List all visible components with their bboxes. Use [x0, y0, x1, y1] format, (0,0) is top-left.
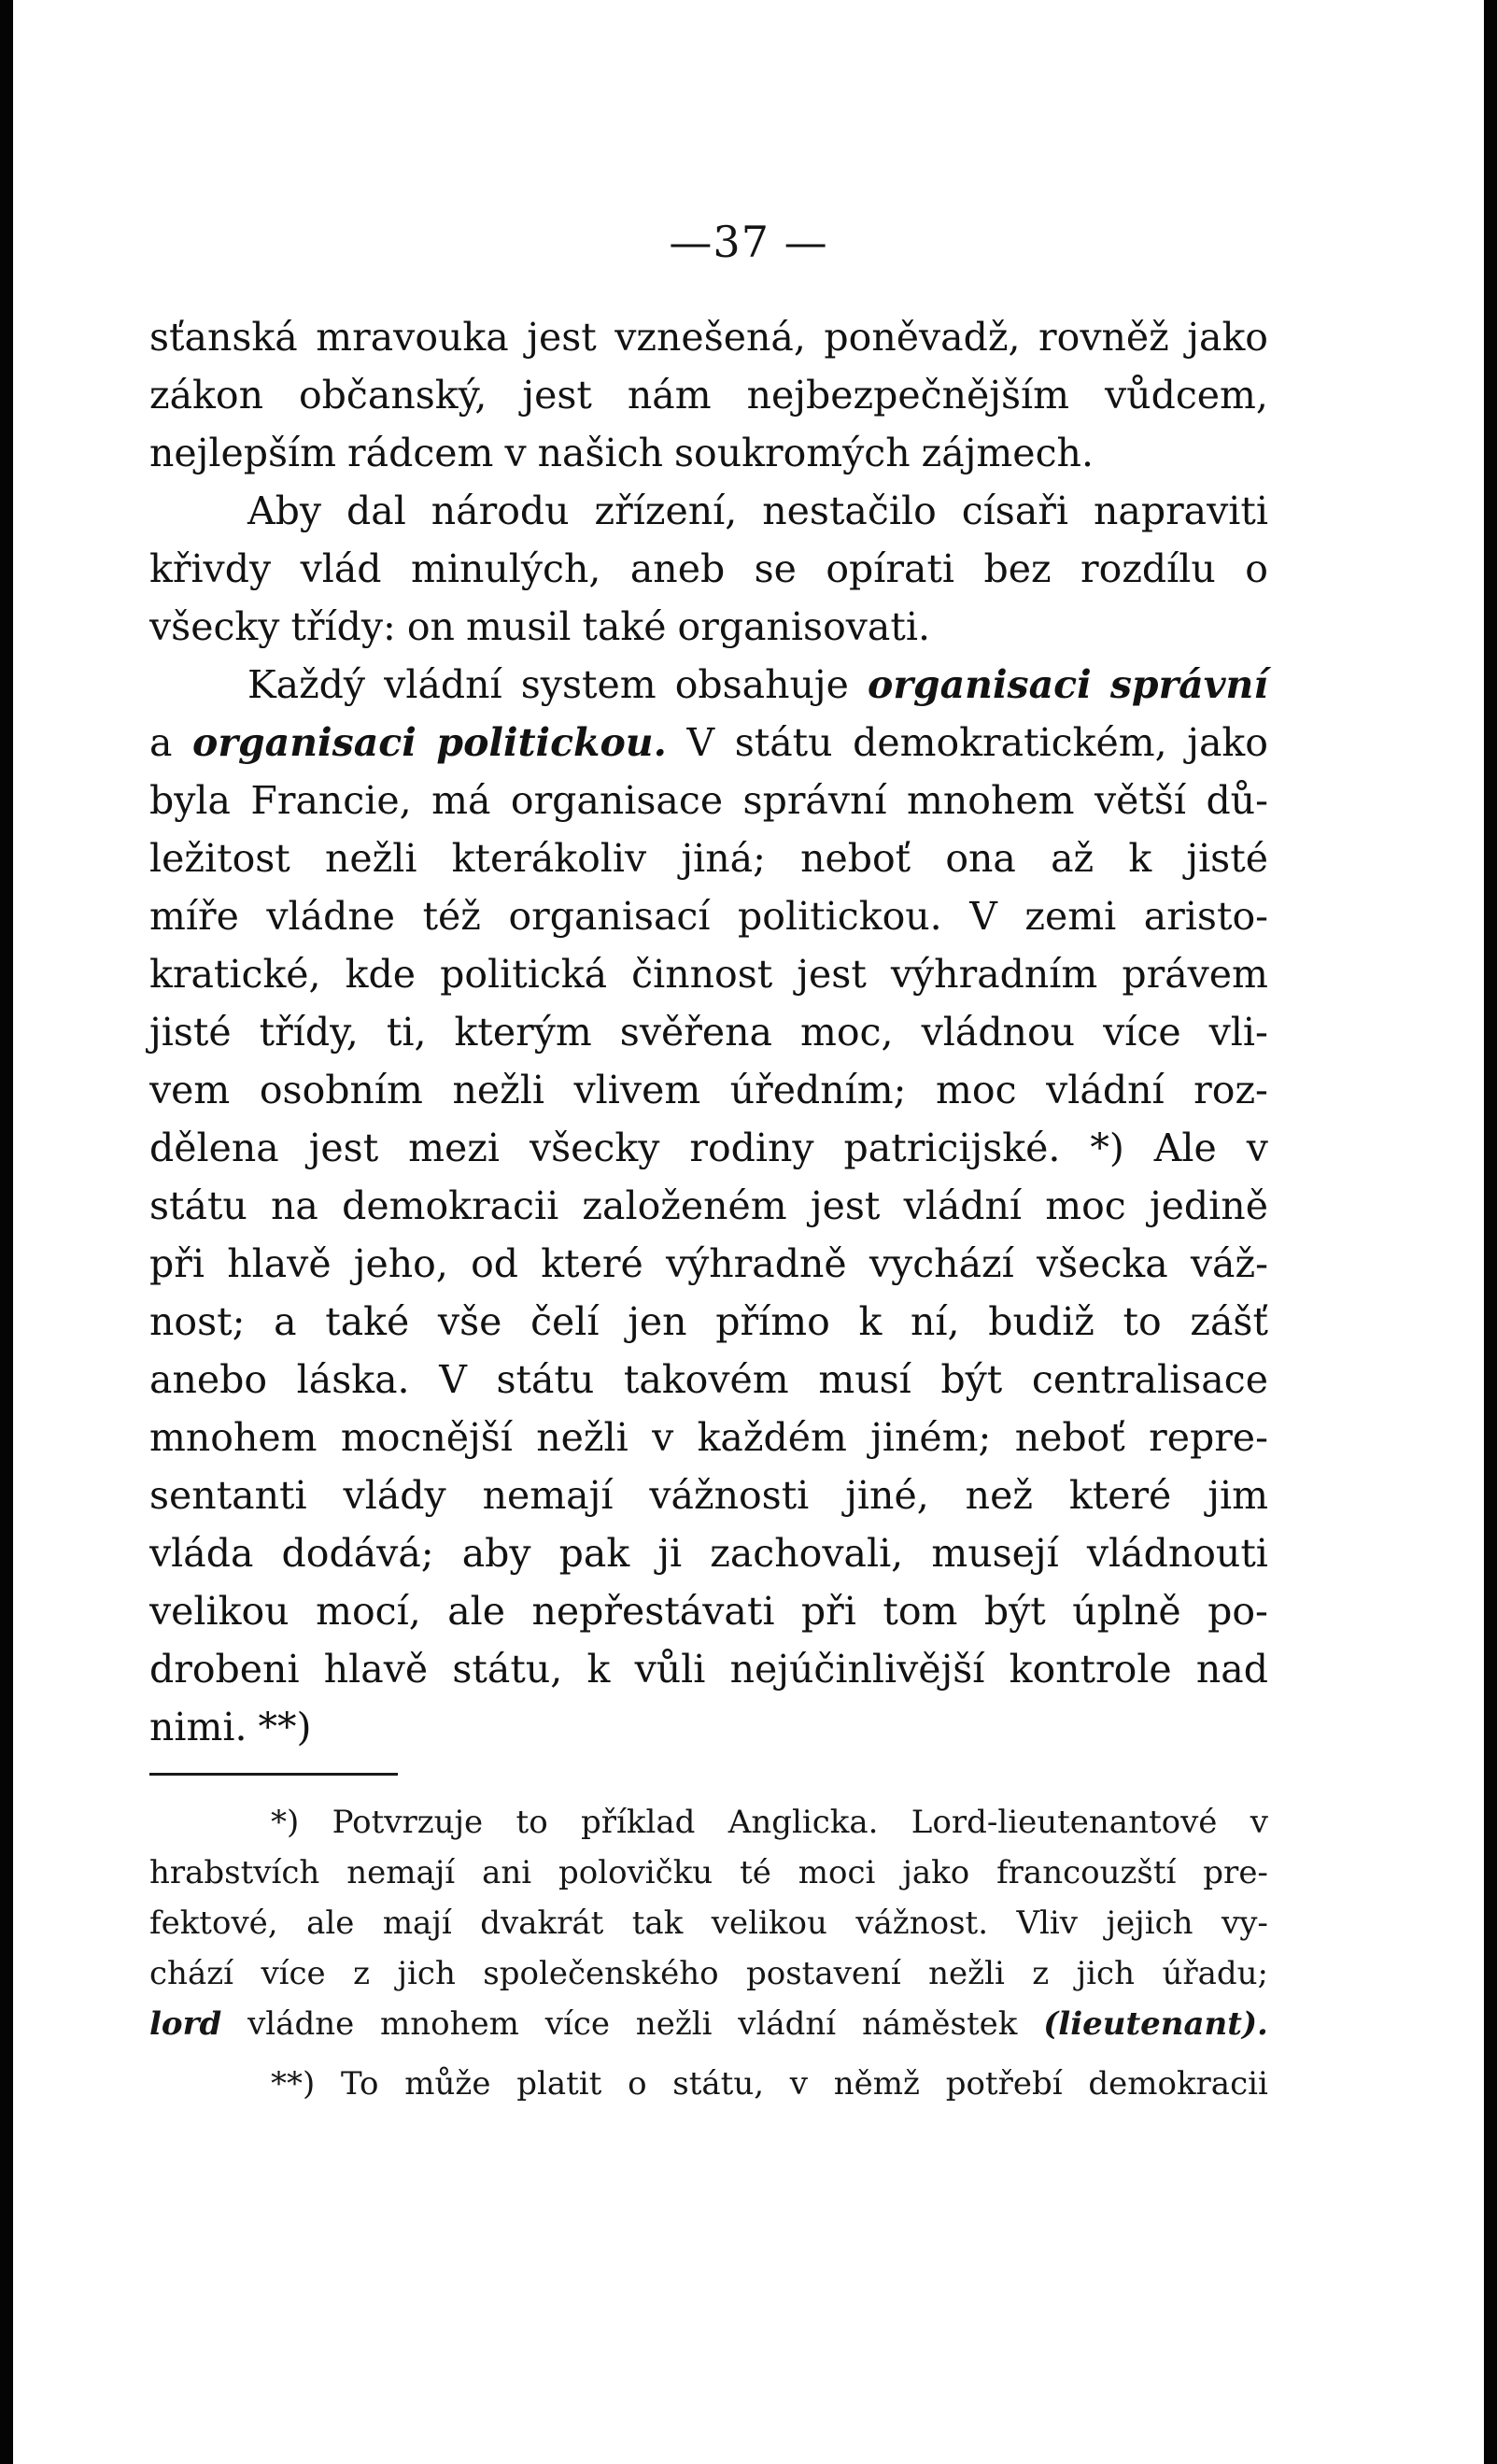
word: musí: [818, 1357, 911, 1402]
word: takovém: [623, 1357, 789, 1402]
word: svěřena: [619, 1010, 772, 1055]
word: drobeni: [149, 1647, 300, 1692]
word: úředním;: [729, 1068, 907, 1112]
footnote-word: úřadu;: [1162, 1955, 1268, 1992]
word: ti,: [386, 1010, 427, 1055]
footnote-word: vy-: [1222, 1905, 1268, 1942]
footnote-line: [149, 1797, 1268, 1848]
word: ní,: [910, 1299, 960, 1344]
word: politickou.: [436, 720, 667, 765]
footnote-word: polovičku: [558, 1854, 713, 1891]
word: císaři: [961, 489, 1069, 533]
word: musejí: [931, 1531, 1059, 1576]
footnote-word: příklad: [581, 1804, 696, 1841]
word: napraviti: [1093, 489, 1268, 533]
word: moc,: [800, 1010, 894, 1055]
word: státu,: [452, 1647, 563, 1692]
word: nežli: [452, 1068, 544, 1112]
word: které: [541, 1241, 643, 1286]
footnote-word: jich: [397, 1955, 456, 1992]
word: mocnější: [340, 1415, 513, 1460]
word: nimi.: [149, 1705, 247, 1749]
word: výhradně: [665, 1241, 847, 1286]
word: jest: [527, 315, 597, 360]
word: národu: [431, 489, 570, 533]
word: všecky: [529, 1126, 660, 1170]
text-line: [149, 540, 1268, 598]
word: jest: [308, 1126, 379, 1170]
word: politickou.: [738, 894, 942, 939]
footnote-word: moci: [798, 1854, 876, 1891]
footnote-word: společenského: [483, 1955, 719, 1992]
word: při: [149, 1241, 205, 1286]
word: také: [582, 604, 667, 649]
word: větší: [1094, 778, 1186, 823]
footnote-word: ani: [482, 1854, 532, 1891]
footnote-word: státu,: [672, 2065, 765, 2103]
word: k: [586, 1647, 611, 1692]
word: než: [965, 1473, 1033, 1518]
word: opírati: [826, 546, 955, 591]
word: tom: [883, 1589, 958, 1634]
word: kratické,: [149, 952, 321, 997]
word: být: [983, 1589, 1046, 1634]
word: v: [1246, 1126, 1268, 1170]
text-line: [149, 656, 1268, 714]
word: zášť: [1190, 1299, 1268, 1344]
word: vznešená,: [614, 315, 806, 360]
footnote-word: němž: [833, 2065, 920, 2103]
word: moc: [1045, 1183, 1126, 1228]
word: Ale: [1153, 1126, 1217, 1170]
footnote-line: [149, 1848, 1268, 1898]
text-line: [149, 1640, 1268, 1698]
word: nežli: [536, 1415, 628, 1460]
footnote-word: lord: [149, 2005, 222, 2043]
word: k: [858, 1299, 883, 1344]
footnote-word: To: [341, 2065, 379, 2103]
word: nemají: [482, 1473, 614, 1518]
word: jen: [628, 1299, 687, 1344]
word: osobním: [259, 1068, 423, 1112]
word: zřízení,: [594, 489, 738, 533]
word: vli-: [1208, 1010, 1268, 1055]
word: ona: [945, 836, 1016, 881]
footnote-word: potřebí: [945, 2065, 1063, 2103]
word: Francie,: [250, 778, 412, 823]
footnote-word: nežli: [928, 1955, 1005, 1992]
footnote-word: chází: [149, 1955, 233, 1992]
word: vážnosti: [649, 1473, 810, 1518]
word: na: [271, 1183, 318, 1228]
word: nejbezpečnějším: [746, 373, 1069, 418]
word: anebo: [149, 1357, 268, 1402]
footnote-word: jejich: [1106, 1905, 1193, 1942]
footnote-line: [149, 2059, 1268, 2109]
word: dělena: [149, 1126, 279, 1170]
word: založeném: [582, 1183, 787, 1228]
word: organisací: [508, 894, 711, 939]
word: organisaci: [867, 662, 1092, 707]
text-line: [149, 308, 1268, 366]
footnote-word: jako: [902, 1854, 970, 1891]
footnote-word: náměstek: [862, 2005, 1018, 2043]
word: hlavě: [227, 1241, 332, 1286]
word: více: [1103, 1010, 1181, 1055]
word: vůli: [634, 1647, 706, 1692]
word: ležitost: [149, 836, 290, 881]
word: neboť: [800, 836, 911, 881]
word: nestačilo: [762, 489, 937, 533]
word: jisté: [1186, 836, 1268, 881]
footnote-divider: [149, 1773, 398, 1776]
word: právem: [1122, 952, 1268, 997]
word: o: [1245, 546, 1268, 591]
text-line: [149, 1177, 1268, 1235]
text-line: [149, 714, 1268, 772]
word: čelí: [530, 1299, 600, 1344]
word: ji: [657, 1531, 683, 1576]
footnotes: [149, 1797, 1268, 2109]
word: nad: [1195, 1647, 1268, 1692]
word: jiná;: [681, 836, 766, 881]
word: kterákoliv: [451, 836, 647, 881]
word: všecky: [149, 604, 280, 649]
text-line: [149, 1466, 1268, 1524]
text-line: [149, 1003, 1268, 1061]
word: on: [406, 604, 455, 649]
word: státu: [734, 720, 833, 765]
word: jisté: [149, 1010, 232, 1055]
word: jest: [810, 1183, 881, 1228]
word: vládne: [266, 894, 396, 939]
word: jiné,: [845, 1473, 929, 1518]
footnote-word: *): [271, 1804, 300, 1841]
word: k: [1128, 836, 1152, 881]
word: soukromých: [674, 431, 911, 475]
footnote-word: (lieutenant).: [1043, 2005, 1268, 2043]
word: mocí,: [316, 1589, 421, 1634]
word: rovněž: [1038, 315, 1169, 360]
footnote-word: jich: [1076, 1955, 1135, 1992]
word: organisovati.: [677, 604, 930, 649]
word: být: [940, 1357, 1003, 1402]
footnote-word: té: [740, 1854, 771, 1891]
word: vláda: [149, 1531, 254, 1576]
word: vládní: [903, 1183, 1023, 1228]
word: patricijské.: [843, 1126, 1061, 1170]
word: křivdy: [149, 546, 272, 591]
word: občanský,: [298, 373, 487, 418]
text-line: [149, 772, 1268, 829]
footnote-word: to: [515, 1804, 548, 1841]
word: V: [969, 894, 997, 939]
text-line: [149, 1409, 1268, 1466]
word: centralisace: [1031, 1357, 1268, 1402]
footnote-word: Potvrzuje: [332, 1804, 484, 1841]
footnote-word: velikou: [711, 1905, 827, 1942]
word: velikou: [149, 1589, 290, 1634]
text-line: [149, 1061, 1268, 1119]
word: sťanská: [149, 315, 298, 360]
word: aneb: [629, 546, 726, 591]
word: správní: [1109, 662, 1268, 707]
word: v: [652, 1415, 674, 1460]
word: ale: [447, 1589, 506, 1634]
word: mnohem: [149, 1415, 318, 1460]
word: každém: [697, 1415, 847, 1460]
word: vládní: [384, 662, 502, 707]
word: Každý: [247, 662, 366, 707]
word: pak: [558, 1531, 630, 1576]
word: demokratickém,: [853, 720, 1167, 765]
word: mravouka: [316, 315, 509, 360]
footnote-word: tak: [631, 1905, 684, 1942]
word: musil: [465, 604, 572, 649]
word: činnost: [631, 952, 773, 997]
page-number: —37 —: [669, 217, 828, 267]
word: mezi: [408, 1126, 501, 1170]
footnote-word: **): [271, 2065, 316, 2103]
footnote-word: z: [353, 1955, 371, 1992]
word: láska.: [296, 1357, 410, 1402]
word: též: [422, 894, 481, 939]
word: našich: [537, 431, 663, 475]
footnote-word: platit: [516, 2065, 602, 2103]
word: nost;: [149, 1299, 246, 1344]
text-line: [149, 424, 1268, 482]
footnote-word: vážnost.: [855, 1905, 989, 1942]
word: minulých,: [410, 546, 601, 591]
footnote-word: Lord-lieutenantové: [911, 1804, 1218, 1841]
word: má: [431, 778, 491, 823]
word: **): [258, 1705, 312, 1749]
word: jiném;: [870, 1415, 992, 1460]
word: kterým: [454, 1010, 592, 1055]
footnote-word: fektové,: [149, 1905, 278, 1942]
word: obsahuje: [674, 662, 849, 707]
footnote-word: vládní: [738, 2005, 837, 2043]
footnote-word: o: [628, 2065, 647, 2103]
footnote-word: ale: [306, 1905, 355, 1942]
word: třídy,: [259, 1010, 359, 1055]
word: až: [1051, 836, 1095, 881]
word: jako: [1187, 315, 1268, 360]
main-text: [149, 308, 1268, 1756]
word: a: [274, 1299, 297, 1344]
footnote-word: Vliv: [1016, 1905, 1079, 1942]
word: dů-: [1206, 778, 1268, 823]
text-line: [149, 482, 1268, 540]
word: vychází: [869, 1241, 1014, 1286]
footnote-word: postavení: [746, 1955, 901, 1992]
footnote-word: mají: [382, 1905, 452, 1942]
word: rozdílu: [1080, 546, 1216, 591]
word: třídy:: [290, 604, 396, 649]
word: organisaci: [192, 720, 417, 765]
word: kde: [345, 952, 417, 997]
word: vládnou: [921, 1010, 1076, 1055]
footnote-word: mnohem: [380, 2005, 519, 2043]
word: úplně: [1072, 1589, 1181, 1634]
word: nejlepším: [149, 431, 337, 475]
footnote-word: více: [261, 1955, 326, 1992]
word: dodává;: [281, 1531, 434, 1576]
word: vem: [149, 1068, 231, 1112]
word: V: [439, 1357, 467, 1402]
word: po-: [1207, 1589, 1268, 1634]
footnote-word: Anglicka.: [727, 1804, 879, 1841]
word: jest: [797, 952, 867, 997]
word: neboť: [1014, 1415, 1125, 1460]
text-line: [149, 1119, 1268, 1177]
word: *): [1090, 1126, 1124, 1170]
text-line: [149, 598, 1268, 656]
word: rádcem: [347, 431, 494, 475]
footnote-word: nežli: [635, 2005, 713, 2043]
word: rodiny: [689, 1126, 814, 1170]
footnote-word: vládne: [247, 2005, 355, 2043]
word: mnohem: [906, 778, 1075, 823]
footnote-word: v: [789, 2065, 809, 2103]
word: které: [1068, 1473, 1172, 1518]
word: v: [504, 431, 527, 475]
text-line: [149, 1582, 1268, 1640]
word: sentanti: [149, 1473, 307, 1518]
word: aristo-: [1143, 894, 1268, 939]
text-line: [149, 1235, 1268, 1293]
footnote-word: demokracii: [1088, 2065, 1268, 2103]
word: vlády: [343, 1473, 446, 1518]
word: hlavě: [323, 1647, 429, 1692]
text-line: [149, 1698, 1268, 1756]
word: budiž: [988, 1299, 1095, 1344]
word: při: [800, 1589, 856, 1634]
footnote-word: pre-: [1203, 1854, 1268, 1891]
word: přímo: [715, 1299, 830, 1344]
word: výhradním: [890, 952, 1098, 997]
word: se: [754, 546, 797, 591]
word: to: [1123, 1299, 1162, 1344]
word: nejúčinlivější: [729, 1647, 985, 1692]
word: poněvadž,: [824, 315, 1021, 360]
footnote-line: [149, 1898, 1268, 1948]
word: kontrole: [1009, 1647, 1172, 1692]
footnote-word: nemají: [346, 1854, 456, 1891]
word: od: [471, 1241, 519, 1286]
word: jeho,: [353, 1241, 448, 1286]
word: a: [149, 720, 173, 765]
scan-edge-right: [1484, 0, 1497, 2464]
word: demokracii: [342, 1183, 559, 1228]
word: organisace: [510, 778, 724, 823]
word: repre-: [1149, 1415, 1268, 1460]
word: vlivem: [573, 1068, 701, 1112]
footnote-word: může: [404, 2065, 491, 2103]
footnote-word: francouzští: [996, 1854, 1177, 1891]
footnote-word: z: [1032, 1955, 1050, 1992]
word: nám: [627, 373, 712, 418]
word: bez: [983, 546, 1052, 591]
word: system: [520, 662, 657, 707]
text-line: [149, 887, 1268, 945]
word: byla: [149, 778, 231, 823]
word: státu: [149, 1183, 247, 1228]
word: zákon: [149, 373, 263, 418]
footnote-word: hrabstvích: [149, 1854, 320, 1891]
word: zachovali,: [710, 1531, 904, 1576]
text-line: [149, 829, 1268, 887]
scan-edge-left: [0, 0, 13, 2464]
text-line: [149, 366, 1268, 424]
word: vůdcem,: [1105, 373, 1268, 418]
word: vládnouti: [1086, 1531, 1268, 1576]
text-line: [149, 1524, 1268, 1582]
word: jest: [522, 373, 592, 418]
word: V: [686, 720, 715, 765]
footnote-line: [149, 1948, 1268, 1999]
word: vládní: [1046, 1068, 1165, 1112]
word: také: [325, 1299, 410, 1344]
word: moc: [936, 1068, 1017, 1112]
word: jako: [1187, 720, 1268, 765]
word: politická: [440, 952, 608, 997]
word: Aby: [247, 489, 322, 533]
word: správní: [742, 778, 887, 823]
word: dal: [346, 489, 406, 533]
word: nežli: [324, 836, 417, 881]
word: váž-: [1190, 1241, 1268, 1286]
text-line: [149, 1293, 1268, 1351]
word: státu: [496, 1357, 595, 1402]
footnote-word: v: [1250, 1804, 1268, 1841]
word: všecka: [1036, 1241, 1168, 1286]
word: míře: [149, 894, 239, 939]
word: vlád: [300, 546, 382, 591]
word: nepřestávati: [531, 1589, 775, 1634]
word: aby: [461, 1531, 531, 1576]
footnote-gap: [149, 2049, 1268, 2059]
word: jim: [1207, 1473, 1268, 1518]
text-line: [149, 945, 1268, 1003]
word: zemi: [1024, 894, 1117, 939]
footnote-line: [149, 1999, 1268, 2049]
footnote-word: dvakrát: [480, 1905, 604, 1942]
word: roz-: [1193, 1068, 1268, 1112]
footnote-word: více: [544, 2005, 610, 2043]
word: vše: [437, 1299, 502, 1344]
word: zájmech.: [921, 431, 1094, 475]
text-line: [149, 1351, 1268, 1409]
word: jedině: [1149, 1183, 1268, 1228]
